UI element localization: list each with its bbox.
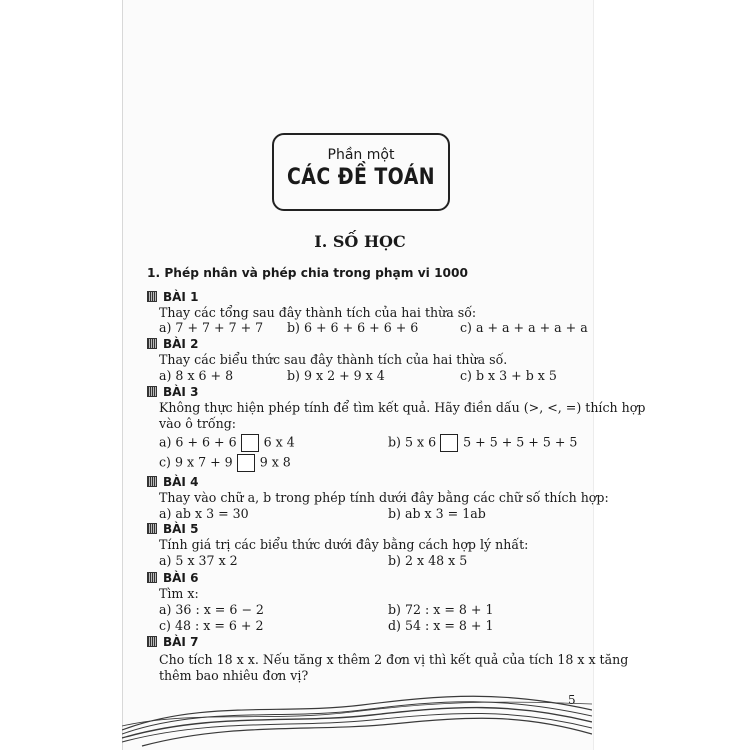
answer-box[interactable] [237,454,255,472]
topic-heading: 1. Phép nhân và phép chia trong phạm vi 1000 [147,266,468,280]
exercise-2-item-a: a) 8 x 6 + 8 [159,368,234,383]
exercise-3-heading [147,384,198,399]
comparison-right: 9 x 8 [259,454,291,470]
exercise-7-heading [147,634,198,649]
decorative-waves-icon [122,660,592,750]
answer-box[interactable] [241,434,259,452]
exercise-2-item-b: b) 9 x 2 + 9 x 4 [287,368,385,383]
exercise-label: BÀI 4 [163,474,199,489]
square-bullet-icon [147,476,157,487]
exercise-7-prompt-line2: thêm bao nhiêu đơn vị? [159,668,309,683]
square-bullet-icon [147,338,157,349]
comparison-left: a) 6 + 6 + 6 [159,434,237,450]
comparison-right: 6 x 4 [263,434,295,450]
exercise-label: BÀI 3 [163,384,199,399]
exercise-1-prompt: Thay các tổng sau đây thành tích của hai thừa số: [159,305,477,320]
exercise-6-item-a: a) 36 : x = 6 − 2 [159,602,264,617]
exercise-2-heading [147,336,198,351]
exercise-label: BÀI 2 [163,336,199,351]
square-bullet-icon [147,572,157,583]
exercise-label: BÀI 7 [163,634,199,649]
exercise-7-prompt-line1: Cho tích 18 x x. Nếu tăng x thêm 2 đơn vị thì kết quả của tích 18 x x tăng [159,652,629,667]
part-title-box [272,133,450,211]
square-bullet-icon [147,636,157,647]
square-bullet-icon [147,291,157,302]
exercise-3-comparison-a [159,434,295,452]
part-label: Phần một [327,147,395,163]
exercise-1-item-b: b) 6 + 6 + 6 + 6 + 6 [287,320,419,335]
section-title: I. SỐ HỌC [314,232,406,251]
square-bullet-icon [147,523,157,534]
exercise-5-item-a: a) 5 x 37 x 2 [159,553,238,568]
exercise-6-item-c: c) 48 : x = 6 + 2 [159,618,264,633]
exercise-3-comparison-c [159,454,291,472]
exercise-label: BÀI 6 [163,570,199,585]
comparison-right: 5 + 5 + 5 + 5 + 5 [463,434,578,450]
exercise-4-item-b: b) ab x 3 = 1ab [388,506,486,521]
exercise-1-item-c: c) a + a + a + a + a [460,320,588,335]
exercise-6-prompt: Tìm x: [159,586,199,601]
comparison-left: c) 9 x 7 + 9 [159,454,233,470]
exercise-2-prompt: Thay các biểu thức sau đây thành tích của hai thừa số. [159,352,508,367]
exercise-4-item-a: a) ab x 3 = 30 [159,506,249,521]
comparison-left: b) 5 x 6 [388,434,437,450]
exercise-3-comparison-b [388,434,577,452]
exercise-4-prompt: Thay vào chữ a, b trong phép tính dưới đây bằng các chữ số thích hợp: [159,490,609,505]
exercise-6-heading [147,570,198,585]
exercise-label: BÀI 5 [163,521,199,536]
answer-box[interactable] [440,434,458,452]
square-bullet-icon [147,386,157,397]
exercise-5-heading [147,521,198,536]
exercise-3-prompt-line1: Không thực hiện phép tính để tìm kết quả. Hãy điền dấu (>, <, =) thích hợp [159,400,646,415]
exercise-6-item-d: d) 54 : x = 8 + 1 [388,618,494,633]
exercise-2-item-c: c) b x 3 + b x 5 [460,368,557,383]
exercise-6-item-b: b) 72 : x = 8 + 1 [388,602,494,617]
page-number: 5 [568,693,576,707]
exercise-4-heading [147,474,198,489]
exercise-1-item-a: a) 7 + 7 + 7 + 7 [159,320,264,335]
exercise-5-item-b: b) 2 x 48 x 5 [388,553,468,568]
exercise-label: BÀI 1 [163,289,199,304]
exercise-1-heading [147,289,198,304]
exercise-5-prompt: Tính giá trị các biểu thức dưới đây bằng cách hợp lý nhất: [159,537,529,552]
part-title: CÁC ĐỀ TOÁN [286,165,436,190]
exercise-3-prompt-line2: vào ô trống: [159,416,236,431]
